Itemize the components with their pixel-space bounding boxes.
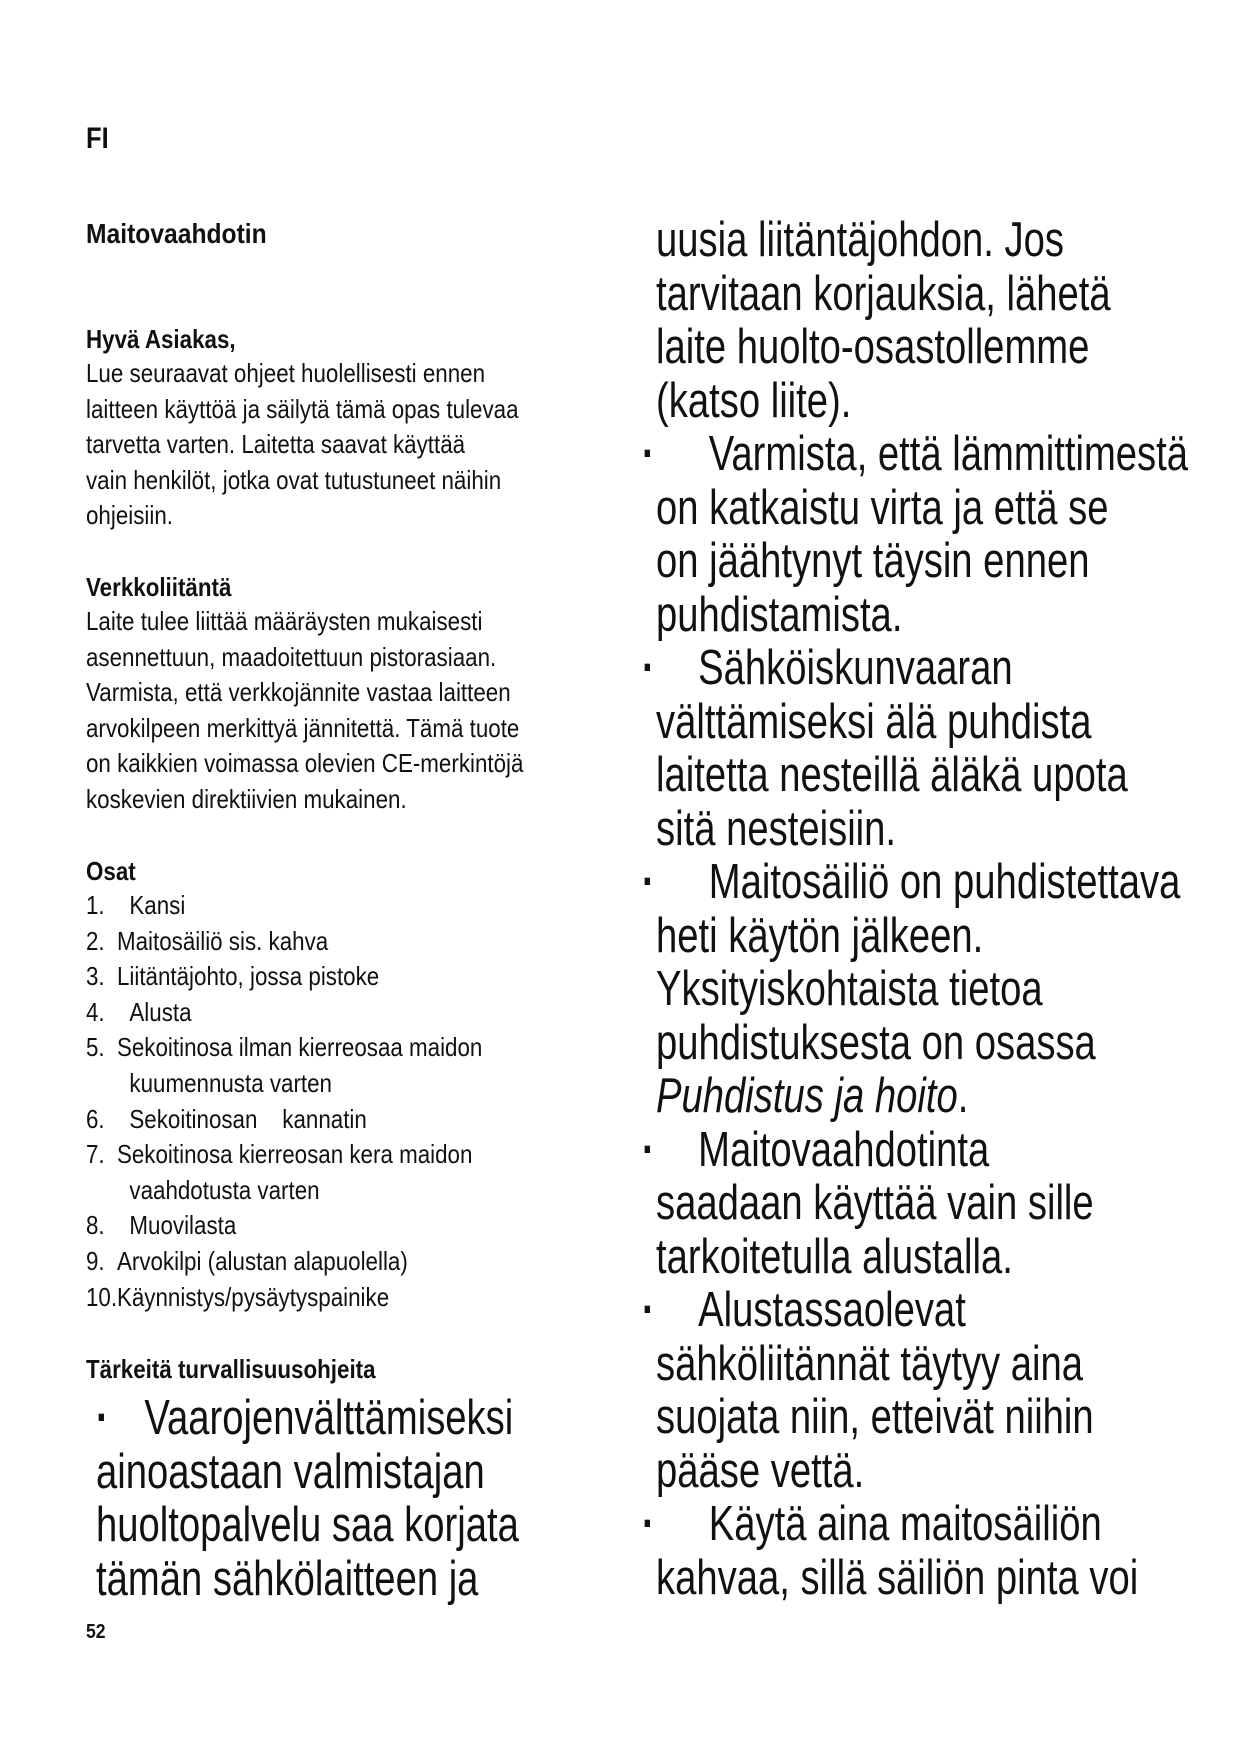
item-label: Muovilasta	[116, 1210, 237, 1241]
bullet-line: suojata niin, etteivät niihin	[656, 1390, 1094, 1444]
bullet-text: Sähköiskunvaaran	[698, 641, 1013, 695]
bullet-line: huoltopalvelu saa korjata	[96, 1498, 519, 1552]
item-label: Käynnistys/pysäytyspainike	[116, 1281, 390, 1312]
bullet-line: on jäähtynyt täysin ennen	[656, 534, 1090, 588]
bullet-line	[656, 1070, 1188, 1124]
bullet-text: Käytä aina maitosäiliön	[698, 1497, 1102, 1551]
bullet-line	[642, 856, 1188, 910]
greeting-line: tarvetta varten. Laitetta saavat käyttää	[86, 429, 466, 460]
bullet-line: kahvaa, sillä säiliön pinta voi	[656, 1550, 1139, 1605]
bullet-marker: ·	[641, 641, 655, 695]
bullet-line: tarkoitetulla alustalla.	[656, 1229, 1013, 1284]
document-title: Maitovaahdotin	[86, 218, 267, 249]
bullet-line: puhdistuksesta on osassa	[656, 1015, 1096, 1070]
bullet-marker: ·	[641, 855, 655, 909]
item-label: Sekoitinosan kannatin	[116, 1103, 367, 1134]
mains-line: asennettuun, maadoitettuun pistorasiaan.	[86, 641, 497, 672]
bullet-line: laite huolto-osastollemme	[656, 320, 1090, 374]
language-code: FI	[86, 122, 109, 155]
bullet-line: Yksityiskohtaista tietoa	[656, 962, 1043, 1016]
bullet-text: .	[957, 1069, 969, 1123]
bullet-marker: ·	[641, 1122, 655, 1177]
greeting-line: laitteen käyttöä ja säilytä tämä opas tulevaa	[86, 393, 519, 424]
list-item	[86, 1244, 482, 1280]
list-item	[86, 959, 482, 995]
item-number: 9.	[86, 1245, 105, 1276]
list-item	[86, 1280, 482, 1316]
item-label: Kansi	[116, 890, 186, 920]
item-label: Arvokilpi (alustan alapuolella)	[116, 1245, 408, 1276]
greeting-heading: Hyvä Asiakas,	[86, 324, 236, 354]
mains-line: koskevien direktiivien mukainen.	[86, 783, 407, 814]
safety-heading: Tärkeitä turvallisuusohjeita	[86, 1354, 376, 1384]
item-label: Alusta	[116, 996, 192, 1027]
item-number: 5.	[86, 1032, 105, 1063]
bullet-text: Maitosäiliö on puhdistettava	[698, 855, 1181, 909]
page-number: 52	[86, 1621, 106, 1643]
item-number: 2.	[86, 925, 105, 956]
bullet-line: sitä nesteisiin.	[656, 801, 897, 856]
bullet-line	[642, 428, 1188, 482]
parts-heading: Osat	[86, 856, 136, 886]
safety-left-bullets	[96, 1392, 638, 1606]
item-label: Maitosäiliö sis. kahva	[116, 925, 329, 956]
item-label: Sekoitinosa ilman kierreosaa maidon kuumennusta varten	[116, 1032, 483, 1098]
bullet-line	[642, 1284, 1188, 1338]
bullet-text: Varmista, että lämmittimestä	[698, 427, 1189, 481]
list-item	[86, 1208, 482, 1244]
parts-section	[86, 854, 482, 1315]
bullet-line: saadaan käyttää vain sille	[656, 1176, 1094, 1230]
item-number: 3.	[86, 961, 105, 992]
list-item	[86, 924, 482, 960]
bullet-line	[96, 1392, 519, 1446]
bullet-line: heti käytön jälkeen.	[656, 908, 984, 963]
item-label: Liitäntäjohto, jossa pistoke	[116, 961, 380, 992]
bullet-line: puhdistamista.	[656, 587, 903, 642]
item-label: Sekoitinosa kierreosan kera maidon vaahdotusta varten	[116, 1139, 473, 1205]
bullet-line	[642, 1124, 1188, 1178]
bullet-line	[642, 642, 1188, 696]
bullet-line: välttämiseksi älä puhdista	[656, 694, 1092, 749]
bullet-line: uusia liitäntäjohdon. Jos	[656, 213, 1064, 267]
bullet-line: ainoastaan valmistajan	[96, 1444, 485, 1499]
list-item	[86, 888, 482, 924]
list-item	[86, 1030, 482, 1101]
greeting-line: ohjeisiin.	[86, 500, 174, 531]
bullet-line: pääse vettä.	[656, 1443, 865, 1498]
parts-list	[86, 888, 482, 1315]
mains-heading: Verkkoliitäntä	[86, 572, 232, 602]
bullet-text: Vaarojenvälttämiseksi	[144, 1391, 514, 1445]
bullet-line: (katso liite).	[656, 373, 852, 428]
bullet-line: laitetta nesteillä äläkä upota	[656, 748, 1128, 802]
bullet-marker: ·	[641, 427, 655, 481]
item-number: 10.	[86, 1281, 118, 1312]
mains-line: arvokilpeen merkittyä jännitettä. Tämä tuote	[86, 712, 520, 743]
greeting-line: vain henkilöt, jotka ovat tutustuneet näihin	[86, 464, 502, 495]
bullet-line: tarvitaan korjauksia, lähetä	[656, 266, 1111, 321]
greeting-line: Lue seuraavat ohjeet huolellisesti ennen	[86, 358, 486, 388]
safety-right-column	[641, 213, 1241, 1605]
bullet-line	[642, 1498, 1188, 1552]
mains-line: on kaikkien voimassa olevien CE-merkintöjä	[86, 748, 524, 779]
list-item	[86, 995, 482, 1031]
mains-line: Laite tulee liittää määräysten mukaisesti	[86, 606, 483, 636]
bullet-text: Maitovaahdotinta	[698, 1122, 990, 1177]
bullet-text: Alustassaolevat	[698, 1283, 966, 1337]
mains-section	[86, 570, 523, 818]
bullet-line: on katkaistu virta ja että se	[656, 480, 1109, 535]
item-number: 8.	[86, 1210, 105, 1241]
bullet-marker: ·	[641, 1497, 655, 1551]
item-number: 1.	[86, 890, 105, 920]
list-item	[86, 1102, 482, 1138]
safety-section	[86, 1352, 376, 1386]
bullet-marker: ·	[96, 1391, 109, 1445]
greeting-section	[86, 322, 519, 534]
bullet-marker: ·	[641, 1283, 655, 1337]
item-number: 7.	[86, 1139, 105, 1170]
bullet-line: tämän sähkölaitteen ja	[96, 1551, 479, 1606]
bullet-line: sähköliitännät täytyy aina	[656, 1336, 1084, 1391]
list-item	[86, 1137, 482, 1208]
item-number: 4.	[86, 996, 105, 1027]
mains-line: Varmista, että verkkojännite vastaa laitteen	[86, 677, 511, 708]
item-number: 6.	[86, 1103, 105, 1134]
italic-reference: Puhdistus ja hoito	[656, 1069, 958, 1123]
